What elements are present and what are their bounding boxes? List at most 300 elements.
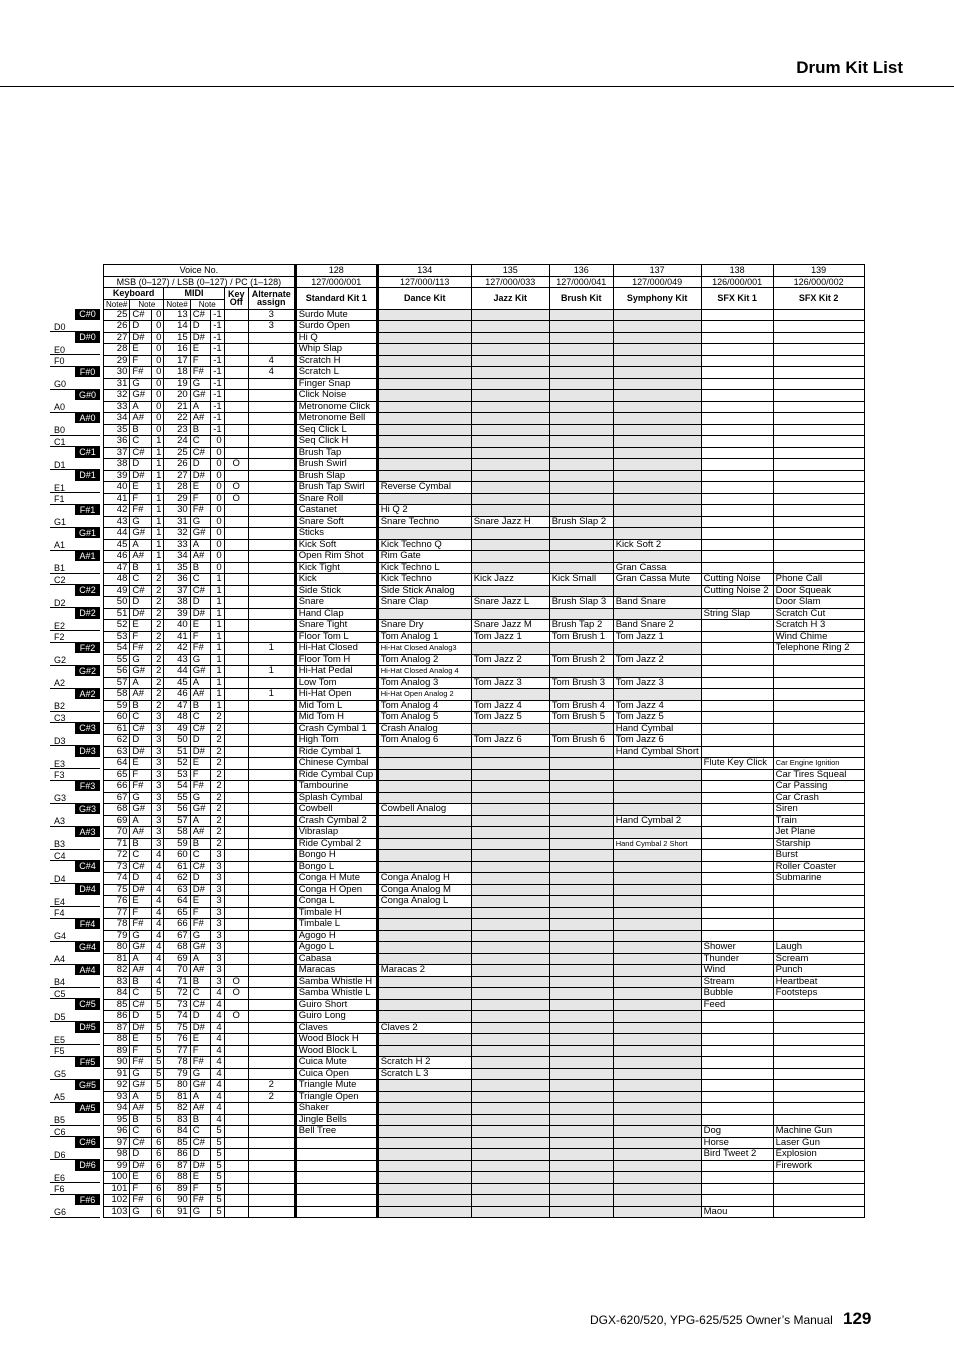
table-cell [224, 562, 248, 574]
table-cell: F [190, 1045, 210, 1057]
black-key-label: C#0 [75, 309, 100, 320]
table-cell: D [190, 1149, 210, 1161]
table-cell [248, 631, 295, 643]
table-cell: 3 [210, 919, 224, 931]
table-cell: A# [190, 689, 210, 701]
table-cell [549, 953, 613, 965]
table-cell: 25 [104, 309, 130, 321]
kit-msb: 127/000/033 [471, 276, 549, 288]
table-cell: Kick Small [549, 574, 613, 586]
table-cell [549, 1011, 613, 1023]
table-cell: Horse [701, 1137, 773, 1149]
table-cell: 1 [210, 689, 224, 701]
white-key-label: G4 [54, 931, 67, 941]
table-cell: 2 [152, 574, 164, 586]
table-cell [377, 413, 471, 425]
table-cell: F# [190, 367, 210, 379]
table-cell [701, 378, 773, 390]
table-cell: Tom Jazz 4 [613, 700, 701, 712]
table-cell [295, 1149, 377, 1161]
table-cell: 5 [210, 1126, 224, 1138]
table-cell [248, 815, 295, 827]
table-cell: Claves 2 [377, 1022, 471, 1034]
voice-no-header: Voice No. [104, 265, 296, 277]
table-cell [773, 1034, 864, 1046]
table-cell [613, 528, 701, 540]
table-cell: D [190, 1011, 210, 1023]
table-cell [224, 470, 248, 482]
white-key-label: F2 [54, 632, 65, 642]
table-cell: 37 [164, 585, 190, 597]
table-cell: Brush Slap 3 [549, 597, 613, 609]
black-key-label: F#1 [75, 505, 100, 516]
white-key-label: G3 [54, 793, 67, 803]
table-cell: 2 [210, 712, 224, 724]
table-cell: Band Snare 2 [613, 620, 701, 632]
table-cell [613, 516, 701, 528]
black-key-label: G#5 [75, 1080, 100, 1091]
table-cell [224, 551, 248, 563]
table-cell [701, 424, 773, 436]
table-cell: D [130, 1149, 152, 1161]
table-cell [377, 332, 471, 344]
table-cell: 71 [164, 976, 190, 988]
table-cell: C# [190, 861, 210, 873]
table-cell [701, 1022, 773, 1034]
white-key-label: F4 [54, 908, 65, 918]
table-cell: 2 [152, 689, 164, 701]
table-cell: 5 [152, 1057, 164, 1069]
table-cell: A [190, 815, 210, 827]
table-cell: 1 [152, 516, 164, 528]
table-cell: G [190, 378, 210, 390]
table-cell: Floor Tom H [295, 654, 377, 666]
table-cell [613, 942, 701, 954]
table-row [104, 1080, 865, 1092]
table-cell: 66 [164, 919, 190, 931]
table-row [104, 1195, 865, 1207]
table-cell: Agogo H [295, 930, 377, 942]
table-cell [248, 758, 295, 770]
table-cell [549, 505, 613, 517]
kit-number: 139 [773, 265, 864, 277]
table-cell [773, 482, 864, 494]
table-cell: Car Crash [773, 792, 864, 804]
table-row [104, 1011, 865, 1023]
table-cell: 6 [152, 1195, 164, 1207]
table-cell: E [130, 344, 152, 356]
table-cell [613, 321, 701, 333]
table-row [104, 539, 865, 551]
table-cell [701, 792, 773, 804]
table-row [104, 999, 865, 1011]
table-cell: 5 [152, 1080, 164, 1092]
table-cell [248, 539, 295, 551]
table-cell: Mid Tom H [295, 712, 377, 724]
table-cell [613, 459, 701, 471]
white-key-label: G6 [54, 1207, 67, 1217]
table-cell: D [130, 597, 152, 609]
table-cell: O [224, 976, 248, 988]
table-cell: D# [190, 746, 210, 758]
table-cell: 2 [210, 804, 224, 816]
table-cell: 31 [104, 378, 130, 390]
table-cell: F# [130, 505, 152, 517]
table-cell: 4 [210, 1045, 224, 1057]
table-cell: C [130, 712, 152, 724]
table-cell: 90 [104, 1057, 130, 1069]
table-cell: B [190, 562, 210, 574]
table-cell: Hand Cymbal 2 Short [613, 838, 701, 850]
table-cell [224, 505, 248, 517]
table-cell [224, 401, 248, 413]
table-cell [224, 516, 248, 528]
table-cell: 46 [104, 551, 130, 563]
table-cell: Kick Jazz [471, 574, 549, 586]
table-cell: 4 [210, 999, 224, 1011]
kit-msb: 127/000/113 [377, 276, 471, 288]
black-key-label: C#1 [75, 447, 100, 458]
table-cell [471, 378, 549, 390]
table-cell: C# [130, 585, 152, 597]
table-cell: Splash Cymbal [295, 792, 377, 804]
table-cell [248, 700, 295, 712]
table-cell: 1 [152, 436, 164, 448]
table-cell: Flute Key Click [701, 758, 773, 770]
table-cell [613, 643, 701, 655]
table-cell [549, 942, 613, 954]
table-cell [471, 1149, 549, 1161]
table-cell: A# [190, 965, 210, 977]
table-cell: 63 [164, 884, 190, 896]
table-cell [613, 505, 701, 517]
table-cell: Bubble [701, 988, 773, 1000]
table-cell: 13 [164, 309, 190, 321]
table-cell [248, 493, 295, 505]
table-cell: E [190, 1034, 210, 1046]
table-cell [377, 493, 471, 505]
table-cell [549, 1137, 613, 1149]
white-key-label: F5 [54, 1046, 65, 1056]
table-cell: 54 [104, 643, 130, 655]
table-cell: Tom Jazz 5 [613, 712, 701, 724]
table-cell: 29 [104, 355, 130, 367]
table-cell [773, 424, 864, 436]
table-cell [549, 850, 613, 862]
table-cell: 5 [210, 1195, 224, 1207]
table-cell: 38 [104, 459, 130, 471]
table-cell: 32 [164, 528, 190, 540]
table-cell: 47 [104, 562, 130, 574]
black-key-label: D#2 [75, 608, 100, 619]
table-cell: 50 [164, 735, 190, 747]
table-cell: Car Passing [773, 781, 864, 793]
table-cell: -1 [210, 355, 224, 367]
table-cell: 4 [152, 919, 164, 931]
table-cell: F [190, 769, 210, 781]
table-cell [224, 1103, 248, 1115]
table-cell: Door Squeak [773, 585, 864, 597]
table-cell [549, 999, 613, 1011]
table-cell [701, 666, 773, 678]
table-cell [224, 447, 248, 459]
table-cell: 35 [164, 562, 190, 574]
table-cell [377, 1206, 471, 1218]
kit-name: Jazz Kit [471, 288, 549, 310]
table-cell [701, 815, 773, 827]
table-cell: 78 [104, 919, 130, 931]
table-cell: 68 [104, 804, 130, 816]
table-cell: Rim Gate [377, 551, 471, 563]
table-cell: F# [130, 781, 152, 793]
table-cell [471, 309, 549, 321]
table-cell [471, 1206, 549, 1218]
table-cell [471, 1022, 549, 1034]
table-cell: 61 [104, 723, 130, 735]
table-cell [248, 562, 295, 574]
table-cell: 52 [104, 620, 130, 632]
table-cell [701, 838, 773, 850]
table-row [104, 1034, 865, 1046]
key-off-header: Key Off [224, 288, 248, 310]
table-cell [613, 1103, 701, 1115]
table-cell: 46 [164, 689, 190, 701]
drum-kit-table [103, 264, 865, 1218]
table-cell: Conga Analog L [377, 896, 471, 908]
table-cell: 2 [210, 758, 224, 770]
table-cell [224, 930, 248, 942]
table-cell: Open Rim Shot [295, 551, 377, 563]
table-cell [224, 643, 248, 655]
white-key-label: C5 [54, 988, 66, 999]
kit-number: 136 [549, 265, 613, 277]
table-cell: C [190, 988, 210, 1000]
table-cell: 53 [164, 769, 190, 781]
table-row [104, 735, 865, 747]
table-cell: E [130, 896, 152, 908]
table-cell [377, 815, 471, 827]
table-cell: 70 [104, 827, 130, 839]
table-cell: Stream [701, 976, 773, 988]
table-row [104, 700, 865, 712]
table-cell: 25 [164, 447, 190, 459]
table-cell [471, 413, 549, 425]
table-cell: 49 [104, 585, 130, 597]
table-cell [224, 735, 248, 747]
table-cell [773, 735, 864, 747]
table-cell: 2 [152, 677, 164, 689]
table-cell [549, 666, 613, 678]
table-cell [549, 838, 613, 850]
table-cell [224, 723, 248, 735]
table-cell [471, 1172, 549, 1184]
table-cell: 3 [210, 942, 224, 954]
table-cell [248, 574, 295, 586]
table-cell: Samba Whistle H [295, 976, 377, 988]
table-cell: A [130, 953, 152, 965]
table-cell: 4 [152, 976, 164, 988]
table-cell: 1 [210, 574, 224, 586]
table-cell [248, 1045, 295, 1057]
table-cell [613, 1114, 701, 1126]
table-cell: 41 [104, 493, 130, 505]
table-cell: D [130, 459, 152, 471]
table-cell: 1 [210, 666, 224, 678]
table-cell [377, 838, 471, 850]
table-cell [701, 1034, 773, 1046]
table-cell [377, 1080, 471, 1092]
table-cell [613, 401, 701, 413]
table-cell [549, 344, 613, 356]
table-cell: G# [130, 804, 152, 816]
table-cell: Scratch H 3 [773, 620, 864, 632]
table-cell [701, 367, 773, 379]
table-cell: 99 [104, 1160, 130, 1172]
table-cell [471, 1091, 549, 1103]
table-cell: 6 [152, 1183, 164, 1195]
table-row [104, 850, 865, 862]
table-cell: 4 [152, 953, 164, 965]
table-cell [549, 861, 613, 873]
table-cell [471, 896, 549, 908]
table-cell: C [190, 436, 210, 448]
table-cell: 5 [152, 1068, 164, 1080]
table-cell [224, 838, 248, 850]
table-cell [224, 631, 248, 643]
table-row [104, 1183, 865, 1195]
table-cell: B [190, 424, 210, 436]
table-cell: 3 [210, 965, 224, 977]
table-cell [471, 907, 549, 919]
table-cell [224, 1206, 248, 1218]
table-cell: Sticks [295, 528, 377, 540]
table-cell [701, 516, 773, 528]
table-cell: 3 [152, 746, 164, 758]
table-cell [248, 482, 295, 494]
table-cell [248, 436, 295, 448]
table-cell [471, 930, 549, 942]
key-divider [50, 768, 100, 769]
table-cell: 1 [210, 677, 224, 689]
table-cell: F [130, 493, 152, 505]
table-cell [224, 758, 248, 770]
table-cell: 95 [104, 1114, 130, 1126]
table-cell: Hi-Hat Open Analog 2 [377, 689, 471, 701]
table-cell: Gran Cassa Mute [613, 574, 701, 586]
table-cell: 77 [104, 907, 130, 919]
white-key-label: D4 [54, 873, 66, 884]
table-cell: Conga H Mute [295, 873, 377, 885]
table-cell [295, 1183, 377, 1195]
table-cell [377, 1137, 471, 1149]
table-cell: 1 [152, 539, 164, 551]
table-cell [471, 470, 549, 482]
table-cell: Hi-Hat Closed Analog 4 [377, 666, 471, 678]
table-cell: C# [190, 309, 210, 321]
table-cell: 83 [164, 1114, 190, 1126]
table-cell [471, 608, 549, 620]
table-cell [224, 999, 248, 1011]
table-cell: 0 [210, 528, 224, 540]
table-row [104, 965, 865, 977]
table-cell [549, 643, 613, 655]
table-cell: 4 [152, 942, 164, 954]
table-cell [471, 827, 549, 839]
table-cell: -1 [210, 332, 224, 344]
table-cell [613, 1206, 701, 1218]
table-cell: 5 [152, 1103, 164, 1115]
table-cell [471, 781, 549, 793]
table-cell [224, 378, 248, 390]
table-cell: Crash Analog [377, 723, 471, 735]
white-key-label: F3 [54, 770, 65, 780]
kit-name: Dance Kit [377, 288, 471, 310]
table-cell: Seq Click L [295, 424, 377, 436]
table-cell [773, 884, 864, 896]
table-cell [224, 873, 248, 885]
table-cell: Snare Tight [295, 620, 377, 632]
table-row [104, 861, 865, 873]
table-row [104, 378, 865, 390]
table-cell: 4 [152, 965, 164, 977]
table-cell: B [190, 838, 210, 850]
table-cell: 62 [164, 873, 190, 885]
table-cell [248, 873, 295, 885]
table-cell: Scream [773, 953, 864, 965]
table-cell: 1 [152, 493, 164, 505]
table-row [104, 1045, 865, 1057]
table-cell: B [190, 976, 210, 988]
table-cell: Triangle Open [295, 1091, 377, 1103]
table-cell [549, 746, 613, 758]
table-row [104, 988, 865, 1000]
table-cell [701, 723, 773, 735]
table-cell: 1 [152, 447, 164, 459]
table-cell [549, 493, 613, 505]
table-cell [377, 827, 471, 839]
table-cell: 79 [104, 930, 130, 942]
table-cell: 1 [152, 551, 164, 563]
table-cell: 0 [210, 447, 224, 459]
table-cell: A# [130, 413, 152, 425]
table-cell: 91 [104, 1068, 130, 1080]
white-key-label: B4 [54, 977, 66, 987]
table-cell [773, 447, 864, 459]
table-cell [549, 332, 613, 344]
table-cell: 4 [152, 861, 164, 873]
table-cell [613, 804, 701, 816]
table-cell: 44 [164, 666, 190, 678]
table-cell: Tom Brush 5 [549, 712, 613, 724]
black-key-label: F#4 [75, 919, 100, 930]
white-key-label: E3 [54, 758, 66, 769]
table-cell [549, 781, 613, 793]
table-cell: 81 [164, 1091, 190, 1103]
table-cell: 31 [164, 516, 190, 528]
table-cell [613, 424, 701, 436]
table-cell: Wind [701, 965, 773, 977]
key-divider [50, 1217, 100, 1218]
table-cell [248, 585, 295, 597]
table-cell [773, 551, 864, 563]
table-cell: 28 [164, 482, 190, 494]
table-cell: -1 [210, 413, 224, 425]
white-key-label: C3 [54, 712, 66, 723]
table-row [104, 447, 865, 459]
black-key-label: A#0 [75, 413, 100, 424]
table-cell: Snare Techno [377, 516, 471, 528]
table-cell [613, 332, 701, 344]
